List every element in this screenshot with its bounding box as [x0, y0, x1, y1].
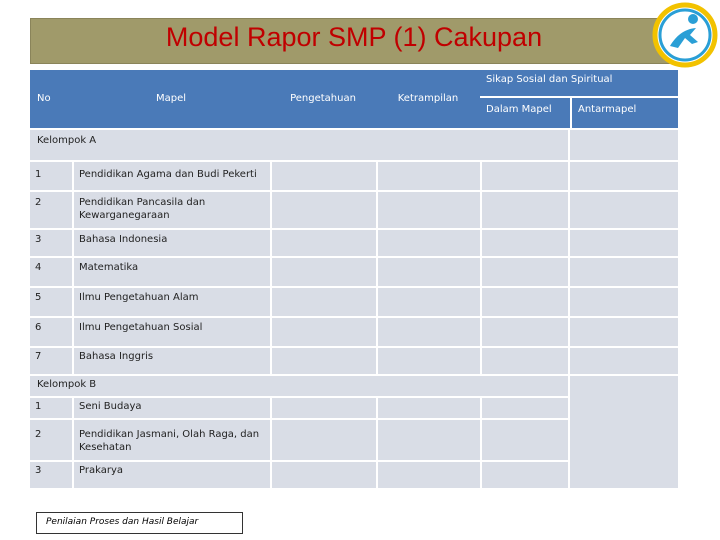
table-row — [30, 398, 570, 418]
row-mapel: Seni Budaya — [79, 401, 142, 412]
row-no: 2 — [35, 429, 42, 440]
table-row — [30, 230, 678, 256]
row-no: 3 — [35, 465, 42, 476]
column-divider — [72, 398, 74, 488]
column-divider — [270, 398, 272, 488]
table-row — [30, 318, 678, 346]
row-mapel: Bahasa Indonesia — [79, 234, 168, 245]
group-b-label: Kelompok B — [30, 376, 570, 396]
table-row — [30, 462, 570, 488]
row-mapel: Pendidikan Pancasila dan Kewarganegaraan — [79, 197, 206, 221]
header-dalam-mapel: Dalam Mapel — [480, 96, 570, 128]
row-mapel: Bahasa Inggris — [79, 351, 154, 362]
column-divider — [376, 398, 378, 488]
row-no: 4 — [35, 262, 42, 273]
row-no: 7 — [35, 351, 42, 362]
column-divider — [568, 128, 570, 488]
column-divider — [72, 162, 74, 374]
table-row — [30, 192, 678, 228]
slide-title: Model Rapor SMP (1) Cakupan — [165, 22, 543, 52]
table-row — [30, 348, 678, 374]
row-no: 6 — [35, 322, 42, 333]
row-no: 1 — [35, 169, 42, 180]
column-divider — [376, 162, 378, 374]
row-mapel: Ilmu Pengetahuan Sosial — [79, 322, 203, 333]
row-mapel: Ilmu Pengetahuan Alam — [79, 292, 199, 303]
row-mapel: Prakarya — [79, 465, 123, 476]
row-mapel: Pendidikan Agama dan Budi Pekerti — [79, 169, 257, 180]
row-mapel: Pendidikan Jasmani, Olah Raga, dan Kesehatan — [79, 429, 260, 453]
table-row — [30, 420, 570, 460]
column-divider — [480, 398, 482, 488]
footer-note: Penilaian Proses dan Hasil Belajar — [36, 512, 243, 534]
column-divider — [270, 162, 272, 374]
row-no: 5 — [35, 292, 42, 303]
table-row — [30, 162, 678, 190]
group-a-label: Kelompok A — [30, 130, 678, 160]
antarmapel-column — [570, 376, 678, 488]
header-antarmapel: Antarmapel — [570, 96, 678, 128]
row-mapel: Matematika — [79, 262, 139, 273]
header-pengetahuan: Pengetahuan — [270, 70, 376, 128]
header-mapel: Mapel — [72, 70, 270, 128]
table-row — [30, 258, 678, 286]
header-ketrampilan: Ketrampilan — [376, 70, 480, 128]
row-no: 2 — [35, 197, 42, 208]
header-sikap: Sikap Sosial dan Spiritual — [480, 70, 678, 96]
header-no: No — [30, 70, 72, 128]
row-no: 1 — [35, 401, 42, 412]
table-row — [30, 288, 678, 316]
column-divider — [480, 162, 482, 374]
row-no: 3 — [35, 234, 42, 245]
kurikulum-2013-logo-icon — [652, 2, 718, 68]
